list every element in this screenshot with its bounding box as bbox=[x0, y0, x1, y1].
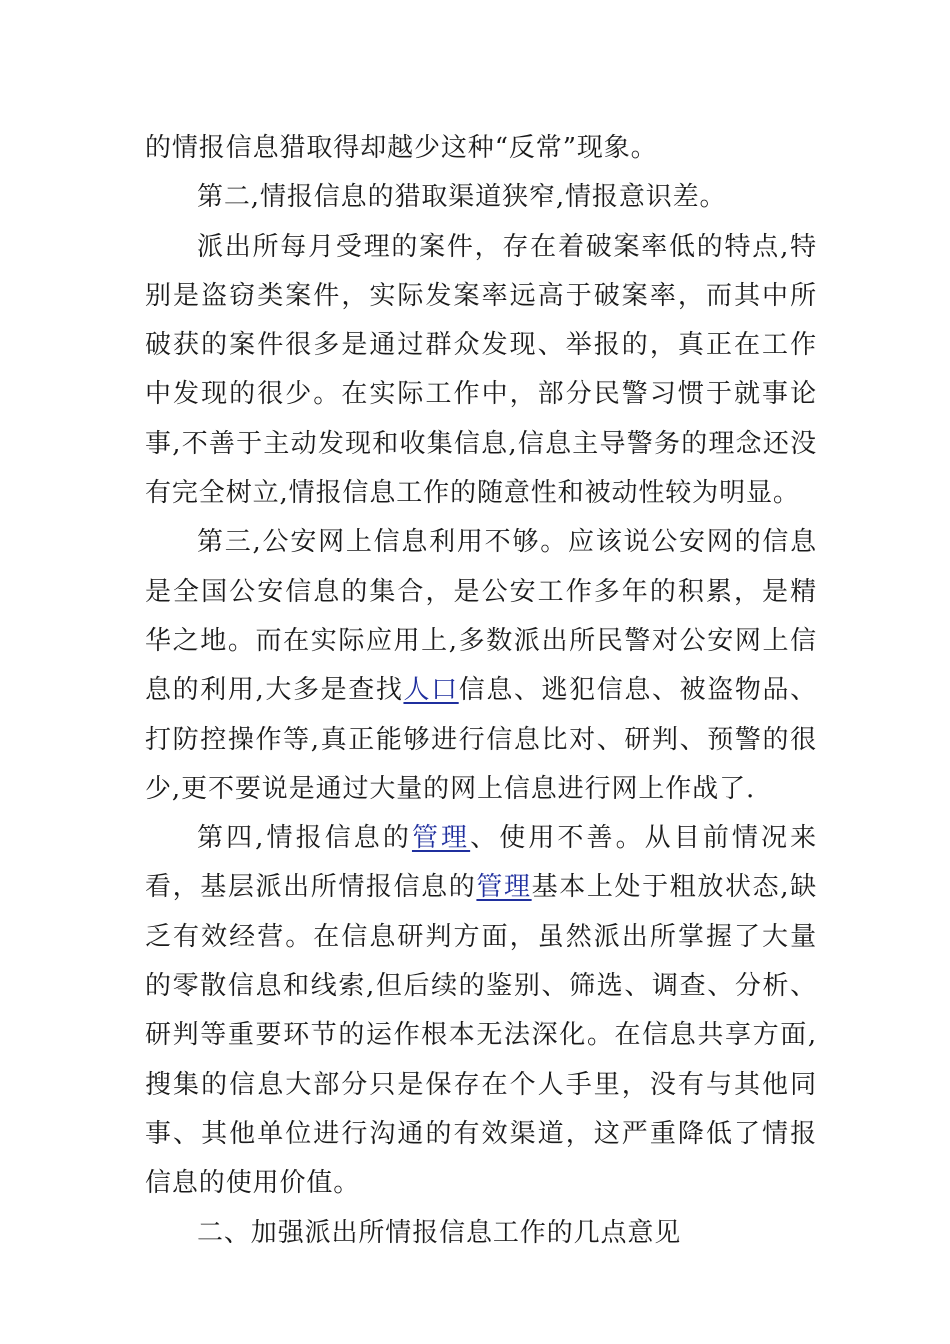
paragraph-text: 第二,情报信息的猎取渠道狭窄,情报意识差。 bbox=[197, 182, 727, 213]
paragraph bbox=[145, 814, 817, 1208]
inline-link[interactable]: 人口 bbox=[403, 675, 459, 706]
paragraph-text: 、使用不善。从目前情况来看，基层派出所情报信息的 bbox=[145, 823, 817, 903]
paragraph bbox=[145, 1209, 817, 1258]
paragraph bbox=[145, 173, 817, 222]
paragraph-text: 的情报信息猎取得却越少这种“反常”现象。 bbox=[145, 133, 658, 163]
paragraph bbox=[145, 518, 817, 814]
paragraph-text: 基本上处于粗放状态,缺乏有效经营。在信息研判方面，虽然派出所掌握了大量的零散信息和线索,但后续的鉴别、筛选、调查、分析、研判等重要环节的运作根本无法深化。在信息共享方面,搜集的信息大部分只是保存在个人手里，没有与其他同事、其他单位进行沟通的有效渠道，这严重降低了情报信息的使用价值。 bbox=[145, 872, 817, 1199]
paragraph-text: 第四,情报信息的 bbox=[197, 823, 412, 854]
paragraph-text: 派出所每月受理的案件，存在着破案率低的特点,特别是盗窃类案件，实际发案率远高于破案率，而其中所破获的案件很多是通过群众发现、举报的，真正在工作中发现的很少。在实际工作中，部分民警习惯于就事论事,不善于主动发现和收集信息,信息主导警务的理念还没有完全树立,情报信息工作的随意性和被动性较为明显。 bbox=[145, 231, 817, 509]
document-body bbox=[145, 124, 817, 1258]
inline-link[interactable]: 管理 bbox=[411, 823, 471, 854]
paragraph-text: 二、加强派出所情报信息工作的几点意见 bbox=[197, 1217, 682, 1248]
paragraph bbox=[145, 124, 817, 173]
inline-link[interactable]: 管理 bbox=[476, 872, 532, 903]
paragraph bbox=[145, 223, 817, 519]
paragraph-text: 第三,公安网上信息利用不够。应该说公安网的信息是全国公安信息的集合，是公安工作多年的积累，是精华之地。而在实际应用上,多数派出所民警对公安网上信息的利用,大多是查找 bbox=[145, 527, 817, 706]
paragraph-text: 信息、逃犯信息、被盗物品、打防控操作等,真正能够进行信息比对、研判、预警的很少,更不要说是通过大量的网上信息进行网上作战了. bbox=[145, 675, 818, 804]
